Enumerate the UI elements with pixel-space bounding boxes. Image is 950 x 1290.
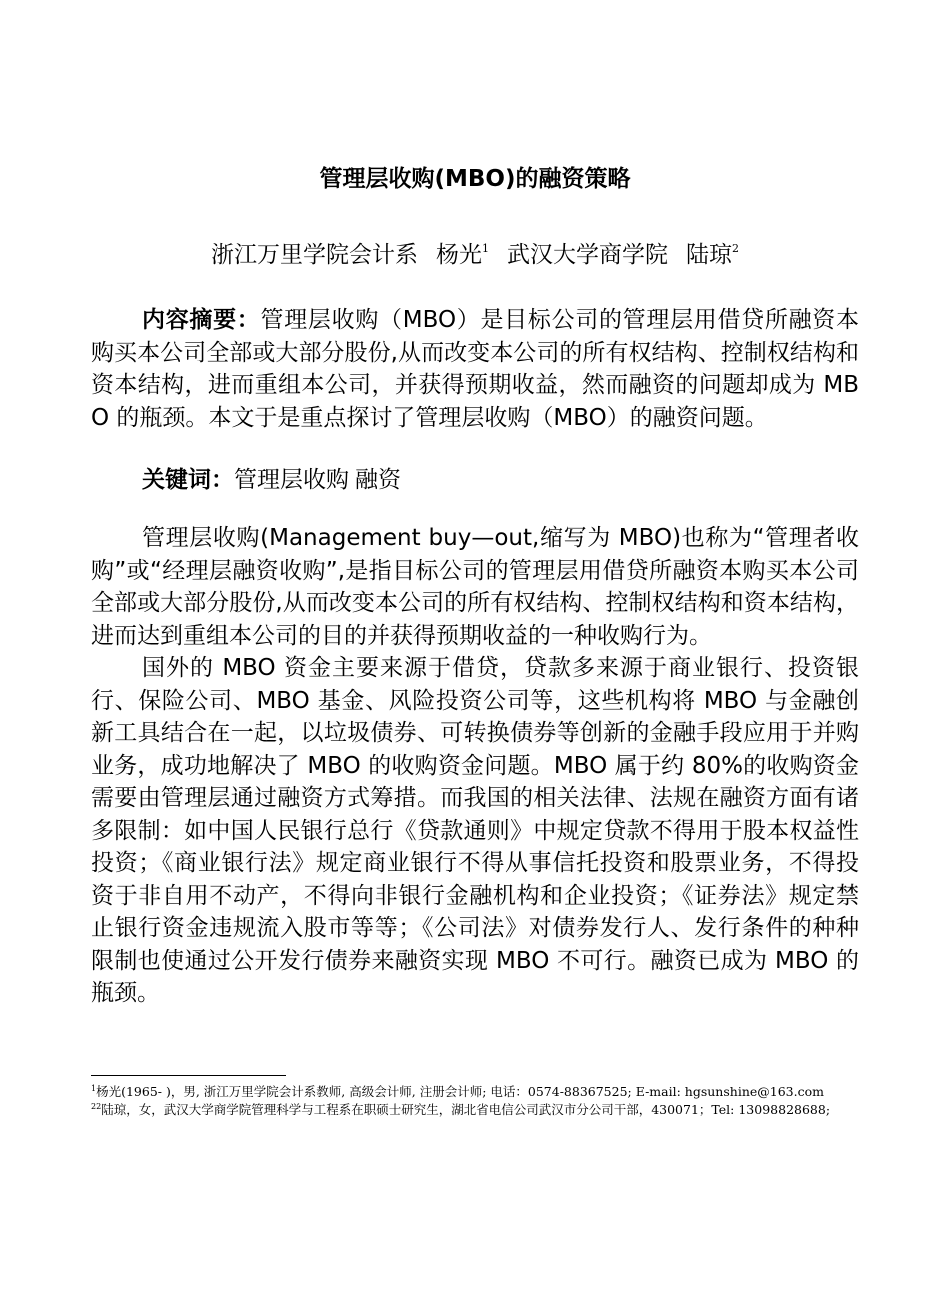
paper-title: 管理层收购(MBO)的融资策略: [319, 166, 631, 192]
footnote-2-text: 陆琼，女，武汉大学商学院管理科学与工程系在职硕士研究生，湖北省电信公司武汉市分公司干部，430071；Tel: 13098828688;: [101, 1102, 831, 1117]
footnote-separator: [91, 1075, 286, 1076]
affiliation-2: 武汉大学商学院: [507, 242, 668, 268]
author-2: 陆琼: [686, 242, 732, 268]
footnote-2: [91, 1101, 841, 1119]
keywords: [91, 464, 859, 497]
author-1-footnote-mark: 1: [482, 242, 489, 255]
abstract-text: 管理层收购（MBO）是目标公司的管理层用借贷所融资本购买本公司全部或大部分股份,从而改变本公司的所有权结构、控制权结构和资本结构，进而重组本公司，并获得预期收益，然而融资的问题却成为 MBO 的瓶颈。本文于是重点探讨了管理层收购（MBO）的融资问题。: [91, 307, 859, 431]
body-paragraph-2: 国外的 MBO 资金主要来源于借贷，贷款多来源于商业银行、投资银行、保险公司、MBO 基金、风险投资公司等，这些机构将 MBO 与金融创新工具结合在一起，以垃圾债券、可转换债券等创新的金融手段应用于并购业务，成功地解决了 MBO 的收购资金问题。MBO 属于约 80%的收购资金需要由管理层通过融资方式筹措。而我国的相关法律、法规在融资方面有诸多限制：如中国人民银行总行《贷款通则》中规定贷款不得用于股本权益性投资；《商业银行法》规定商业银行不得从事信托投资和股票业务，不得投资于非自用不动产，不得向非银行金融机构和企业投资；《证券法》规定禁止银行资金违规流入股市等等；《公司法》对债券发行人、发行条件的种种限制也使通过公开发行债券来融资实现 MBO 不可行。融资已成为 MBO 的瓶颈。: [91, 655, 859, 1006]
abstract-label: 内容摘要：: [142, 307, 261, 333]
body-text: [91, 522, 859, 1010]
author-2-footnote-mark: 2: [732, 242, 739, 255]
body-paragraph-1: 管理层收购(Management buy—out,缩写为 MBO)也称为“管理者收购”或“经理层融资收购”,是指目标公司的管理层用借贷所融资本购买本公司全部或大部分股份,从而改变本公司的所有权结构、控制权结构和资本结构，进而达到重组本公司的目的并获得预期收益的一种收购行为。: [91, 525, 859, 649]
footnote-1: [91, 1083, 841, 1101]
author-1: 杨光: [436, 242, 482, 268]
footnote-1-text: 杨光(1965- )，男, 浙江万里学院会计系教师, 高级会计师, 注册会计师; 电话：0574-88367525; E-mail: hgsunshine@163.com: [96, 1084, 824, 1099]
footnote-2-mark: 22: [91, 1102, 102, 1111]
abstract: [91, 304, 859, 434]
author-line: [0, 240, 950, 270]
keyword-2: 融资: [355, 467, 401, 493]
footnote-1-mark: 1: [91, 1084, 97, 1093]
footnotes: [91, 1083, 841, 1119]
affiliation-1: 浙江万里学院会计系: [211, 242, 418, 268]
keyword-1: 管理层收购: [234, 467, 349, 493]
keywords-label: 关键词：: [142, 467, 234, 493]
